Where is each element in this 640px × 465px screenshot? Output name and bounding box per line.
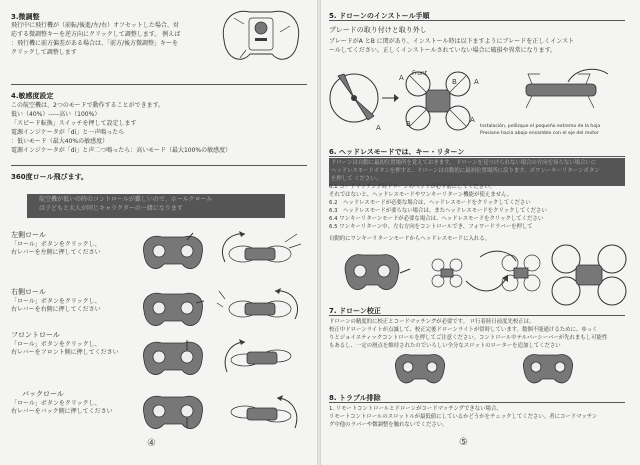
back-roll-controller-icon (138, 392, 208, 434)
headless-return-diagram (330, 245, 630, 303)
speed-heading: 4.敏感度設定 (11, 92, 54, 100)
left-page (0, 0, 318, 465)
speed-line-1: この航空機は、2つのモードで動作することができます。 (11, 102, 165, 109)
label-front: Front (412, 70, 428, 77)
headless-step-5b: 自動的にワンキーリターンモードからヘッドレスモードに入れる。 (329, 236, 491, 242)
divider-1 (11, 84, 307, 85)
right-roll-title: 右側ロール (11, 288, 46, 296)
back-roll-line-2: 右レバーをバック側に押してください (11, 408, 113, 415)
front-roll-title: フロントロール (11, 331, 60, 339)
trim-line-3: ：飛行機に前方偏差がある場合は、「前方/後方微調整」キーを (11, 40, 179, 47)
propeller-install-illustration (516, 64, 616, 114)
troubleshoot-line-1: 1. リモートコントロールとドローンがコードマッチングできない場合、 (329, 406, 502, 412)
left-roll-title: 左側ロール (11, 231, 46, 239)
headless-step-1b: それではないと、ヘッドレスモードやワンキーリターン機能が使えません。 (329, 192, 513, 198)
headless-step-3: 6.3 ヘッドレスモードが要らない場合は、またヘッドレスモードをクリックしてください (329, 208, 547, 214)
label-b-bottom-left: B (406, 120, 411, 128)
front-roll-drone-icon (215, 332, 305, 382)
divider-2 (11, 165, 307, 166)
roll-warning-band (27, 194, 285, 218)
troubleshoot-line-3: グ中他のラバーや微調整を触れないでください。 (329, 422, 448, 428)
label-b-top-right: B (452, 78, 457, 86)
propeller-line-2: ールしてください。正しくインストールされていない場合に破損や異常になります。 (329, 47, 557, 54)
divider-4 (329, 156, 625, 157)
label-a-top-left: A (399, 74, 404, 82)
right-roll-drone-icon (215, 283, 305, 333)
propeller-subheading: ブレードの取り付けと取り外し (329, 26, 427, 34)
headless-band-line-2: ヘッドレスモードボタンを押すと、ドローンは自動的に最初位置場所に戻ります。ボワンーキーリターンボタン (331, 168, 600, 174)
roll-band-line-1: 航空機が低いの時のコントロールが難しいので、ホールクロール (39, 196, 213, 203)
divider-5 (329, 315, 625, 316)
divider-3 (329, 20, 625, 21)
left-roll-line-1: 「ロール」ボタンをクリックし、 (11, 241, 101, 248)
right-page-number: ⑤ (459, 437, 468, 448)
left-roll-controller-icon (138, 232, 208, 274)
roll-band-line-2: は子どもと大人が同じキャラクターの一緒になります (39, 205, 183, 212)
back-roll-line-1: 「ロール」ボタンをクリックし、 (11, 400, 101, 407)
trim-line-1: 飛行中に飛行機が（前転/後進/左/右）オフセットした場合、対 (11, 22, 179, 29)
headless-step-5: 6.5 ワンキーリターン中、左右方向をコントロールでき、フォワードラバーを押して (329, 224, 533, 230)
calibration-line-2: 校正中ドローンライトが点滅して、校正完後ドローンライトが常時しています。数個不能通けるために、ゆっく (329, 327, 598, 333)
back-roll-drone-icon (215, 388, 305, 438)
install-caption-2: Presione hacia abajo ensamble con el eje del motor (480, 131, 599, 136)
speed-line-3: 「スピード転換」スイッチを押して設定します (11, 120, 137, 127)
left-page-number: ④ (147, 438, 156, 449)
headless-band-line-1: ドローンは自動に最初位置場所を覚えておきます。 ドローンを見つけられない場合の方向を知らない場合いに (331, 160, 597, 166)
front-roll-line-2: 右レバーをフロント側に押してください (11, 349, 119, 356)
back-roll-title: バックロール (22, 390, 64, 398)
troubleshoot-heading: 8. トラブル排除 (329, 394, 381, 402)
propeller-heading: 5. ドローンのインストール手順 (329, 12, 430, 20)
front-roll-controller-icon (138, 338, 208, 380)
calibration-line-1: ドローンの精度的に校正とコードマッチングが必要です。 ロ行着陸日前度先校正は。 (329, 319, 535, 325)
headless-step-4: 6.4 ワンキーリターンモードが必要な場合は、ヘッドレスモードをクリックしてください (329, 216, 544, 222)
right-roll-line-1: 「ロール」ボタンをクリックし、 (11, 298, 101, 305)
speed-line-6: 電源インジケータが「di」と声二つ鳴ったら：高いモード（最大100%の敏感度） (11, 147, 232, 154)
headless-heading: 6. ヘッドレスモードでは、キー・リターン (329, 148, 465, 156)
troubleshoot-line-2: リモートコントロールのスロットルが最低値にしているかどうかをチェックしてください。者にコードマッチン (329, 414, 598, 420)
trim-controller-illustration (216, 4, 306, 74)
right-roll-controller-icon (138, 289, 208, 331)
headless-step-2: 6.2 ヘッドレスモードが必要な場合は、ヘッドレスモードをクリックしてください (329, 200, 531, 206)
calibration-line-4: もあるし、一定の層点を維持されたのでいろしい全分なスロットのローターを追加してください (329, 343, 561, 349)
speed-line-5: ：低いモード（最大40%の敏感度） (11, 138, 109, 145)
trim-line-4: クリックして調整します (11, 49, 77, 56)
calibration-line-3: りとジョイスティックコントロールを押してご注意ください。コントロール中テルバーシーバーが先れまもし可能性 (329, 335, 608, 341)
headless-info-band (329, 158, 625, 186)
left-roll-drone-icon (215, 226, 305, 276)
headless-band-line-3: を押して ください。 (331, 176, 382, 182)
left-roll-line-2: 右レバーを左側に押してください (11, 249, 101, 256)
roll-heading: 360度ロール飛びます。 (11, 173, 88, 181)
divider-6 (329, 402, 625, 403)
label-a-left: A (376, 124, 381, 132)
propeller-line-1: ブレードがA とB に関があり、インストール時は以下ますようにブレードを正しくインスト (329, 38, 575, 45)
speed-line-4: 電源インジケータが「di」と一声鳴ったら (11, 129, 125, 136)
right-roll-line-2: 右レバーを右側に押してください (11, 306, 101, 313)
speed-line-2: 低い（40%）-----高い（100%） (11, 111, 101, 118)
calibration-heading: 7. ドローン校正 (329, 307, 381, 315)
right-page (320, 0, 640, 465)
trim-line-2: 応する微調整キーを逆方向にクリックして調整します。 例えば (11, 31, 181, 38)
label-a-right: A (474, 78, 479, 86)
trim-heading: 3.微調整 (11, 13, 40, 21)
calibration-controllers-illustration (330, 350, 630, 388)
headless-step-1: 6.1 コードマッチング時ドローンのヘッドが必ず前にしてください。 (329, 184, 495, 190)
label-a-bottom-right: A (470, 116, 475, 124)
front-roll-line-1: 「ロール」ボタンをクリックし、 (11, 341, 101, 348)
install-caption-1: Instalación, pellizque el pequeño extremo de la hoja (480, 124, 601, 129)
